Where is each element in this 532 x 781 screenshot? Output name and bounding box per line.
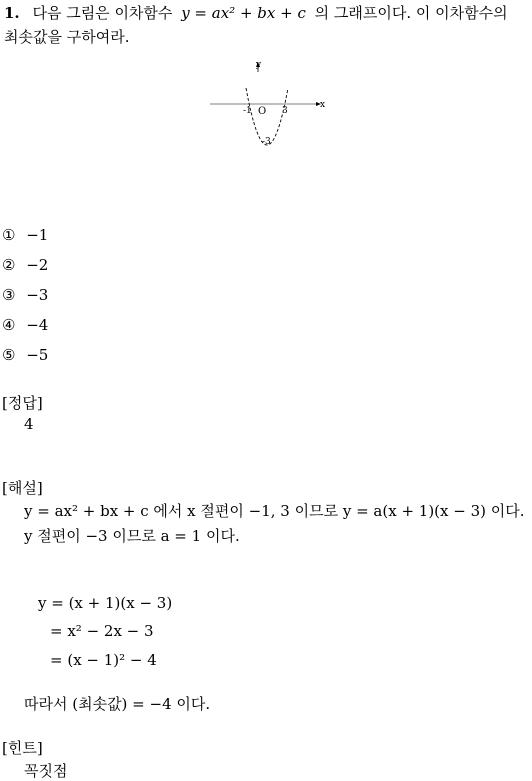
question-text-prefix: 다음 그림은 이차함수 <box>32 4 173 22</box>
explanation-line-2: y 절편이 −3 이므로 a = 1 이다. <box>24 527 240 545</box>
vertex-label: -3 <box>262 137 271 147</box>
choice-value: −4 <box>26 316 49 334</box>
answer-value: 4 <box>24 415 34 433</box>
left-intercept-label: -1 <box>243 106 252 116</box>
choice-mark: ⑤ <box>2 346 16 364</box>
conclusion: 따라서 (최솟값) = −4 이다. <box>24 695 211 713</box>
choice-value: −5 <box>26 346 49 364</box>
answer-header: [정답] <box>2 394 43 412</box>
explanation-line-1: y = ax² + bx + c 에서 x 절편이 −1, 3 이므로 y = a(x + 1)(x − 3) 이다. <box>24 502 525 520</box>
choice-value: −3 <box>26 286 49 304</box>
equation-line-3: = (x − 1)² − 4 <box>50 651 157 669</box>
choice-mark: ③ <box>2 286 16 304</box>
choice-mark: ① <box>2 226 16 244</box>
choice-1[interactable] <box>2 226 48 244</box>
origin-label: O <box>258 106 267 117</box>
choice-mark: ④ <box>2 316 16 334</box>
question-number: 1. <box>4 4 20 22</box>
x-axis-label: x <box>320 100 326 110</box>
hint-value: 꼭짓점 <box>24 762 68 780</box>
question-text-suffix: 의 그래프이다. 이 이차함수의 <box>314 4 508 22</box>
choice-mark: ② <box>2 256 16 274</box>
choice-value: −2 <box>26 256 49 274</box>
y-axis-label: y <box>256 60 262 70</box>
equation-line-1: y = (x + 1)(x − 3) <box>38 594 173 612</box>
right-intercept-label: 3 <box>282 106 288 116</box>
choice-4[interactable] <box>2 316 48 334</box>
choice-5[interactable] <box>2 346 48 364</box>
choice-value: −1 <box>26 226 49 244</box>
question-line-1 <box>4 2 508 23</box>
hint-header: [힌트] <box>2 739 43 757</box>
parabola-graph <box>200 52 340 162</box>
explanation-header: [해설] <box>2 479 43 497</box>
equation-line-2: = x² − 2x − 3 <box>50 622 154 640</box>
question-line-2: 최솟값을 구하여라. <box>4 28 130 46</box>
question-math: y = ax² + bx + c <box>181 4 306 22</box>
choice-3[interactable] <box>2 286 48 304</box>
choice-2[interactable] <box>2 256 48 274</box>
